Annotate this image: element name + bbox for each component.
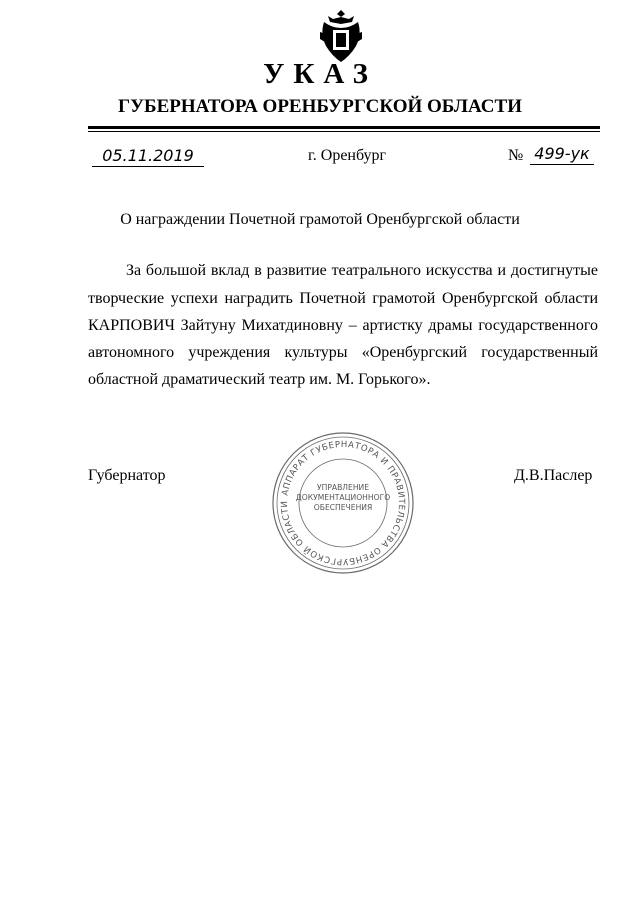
stamp-center-line: ДОКУМЕНТАЦИОННОГО	[295, 493, 391, 502]
signatory-name: Д.В.Паслер	[514, 467, 593, 484]
document-city: г. Оренбург	[308, 147, 387, 164]
document-subtitle: ГУБЕРНАТОРА ОРЕНБУРГСКОЙ ОБЛАСТИ	[118, 96, 522, 117]
body-line: автономного учреждения культуры «Оренбургский государственный	[88, 344, 598, 361]
coat-of-arms-icon	[318, 8, 364, 64]
document-title: УКАЗ	[263, 58, 377, 90]
header-divider	[88, 126, 600, 129]
document-number: 499-ук	[530, 144, 594, 165]
signatory-position: Губернатор	[88, 467, 166, 484]
header-divider-thin	[88, 131, 600, 132]
body-line: За большой вклад в развитие театрального искусства и достигнутые	[126, 262, 598, 279]
document-date: 05.11.2019	[92, 146, 204, 167]
official-stamp	[270, 430, 416, 576]
stamp-center-line: ОБЕСПЕЧЕНИЯ	[313, 503, 373, 512]
body-line: областной драматический театр им. М. Горького».	[88, 371, 431, 388]
number-label: №	[508, 147, 524, 164]
stamp-center-line: УПРАВЛЕНИЕ	[316, 483, 370, 492]
stamp-ring-text: АППАРАТ ГУБЕРНАТОРА И ПРАВИТЕЛЬСТВА ОРЕНБУРГСКОЙ ОБЛАСТИ	[279, 439, 407, 567]
document-heading: О награждении Почетной грамотой Оренбургской области	[120, 211, 520, 228]
body-line: творческие успехи наградить Почетной грамотой Оренбургской области	[88, 290, 598, 307]
body-line: КАРПОВИЧ Зайтуну Михатдиновну – артистку драмы государственного	[88, 317, 598, 334]
